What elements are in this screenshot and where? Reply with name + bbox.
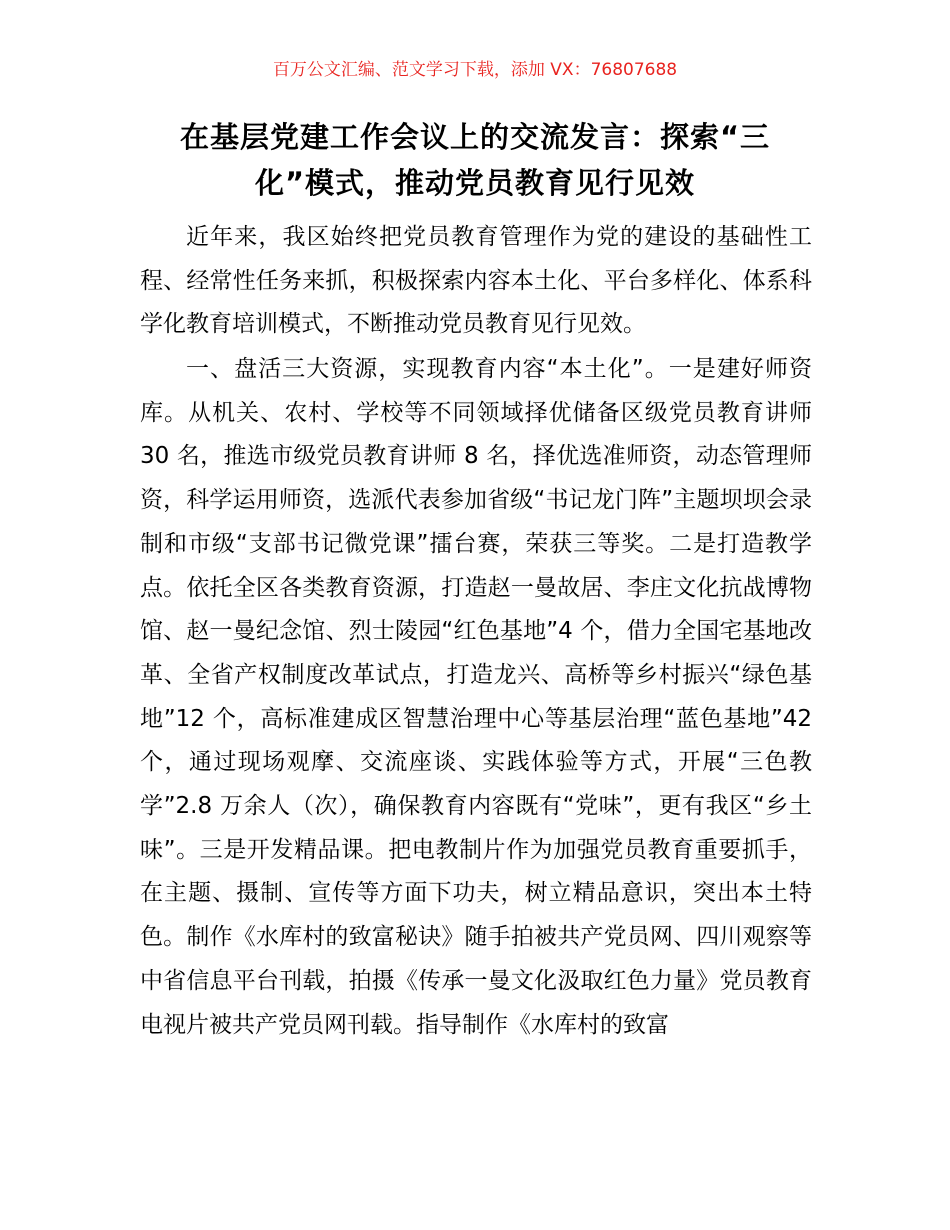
paragraph-section-one: 一、盘活三大资源，实现教育内容“本土化”。一是建好师资库。从机关、农村、学校等不同领域择优储备区级党员教育讲师 30 名，推选市级党员教育讲师 8 名，择优选准师资，动态管理师资，科学运用师资，选派代表参加省级“书记龙门阵”主题坝坝会录制和市级“支部书记微党课”擂台赛，荣获三等奖。二是打造教学点。依托全区各类教育资源，打造赵一曼故居、李庄文化抗战博物馆、赵一曼纪念馆、烈士陵园“红色基地”4 个，借力全国宅基地改革、全省产权制度改革试点，打造龙兴、高桥等乡村振兴“绿色基地”12 个，高标准建成区智慧治理中心等基层治理“蓝色基地”42 个，通过现场观摩、交流座谈、实践体验等方式，开展“三色教学”2.8 万余人（次），确保教育内容既有“党味”，更有我区“乡土味”。三是开发精品课。把电教制片作为加强党员教育重要抓手，在主题、摄制、宣传等方面下功夫，树立精品意识，突出本土特色。制作《水库村的致富秘诀》随手拍被共产党员网、四川观察等中省信息平台刊载，拍摄《传承一曼文化汲取红色力量》党员教育电视片被共产党员网刊载。指导制作《水库村的致富 [140,356,812,1038]
paragraph-intro: 近年来，我区始终把党员教育管理作为党的建设的基础性工程、经常性任务来抓，积极探索内容本土化、平台多样化、体系科学化教育培训模式，不断推动党员教育见行见效。 [140,224,812,338]
document-title: 在基层党建工作会议上的交流发言：探索“三化”模式，推动党员教育见行见效 [179,120,771,200]
header-contact-note: 百万公文汇编、范文学习下载，添加 VX：76807688 [272,60,678,80]
